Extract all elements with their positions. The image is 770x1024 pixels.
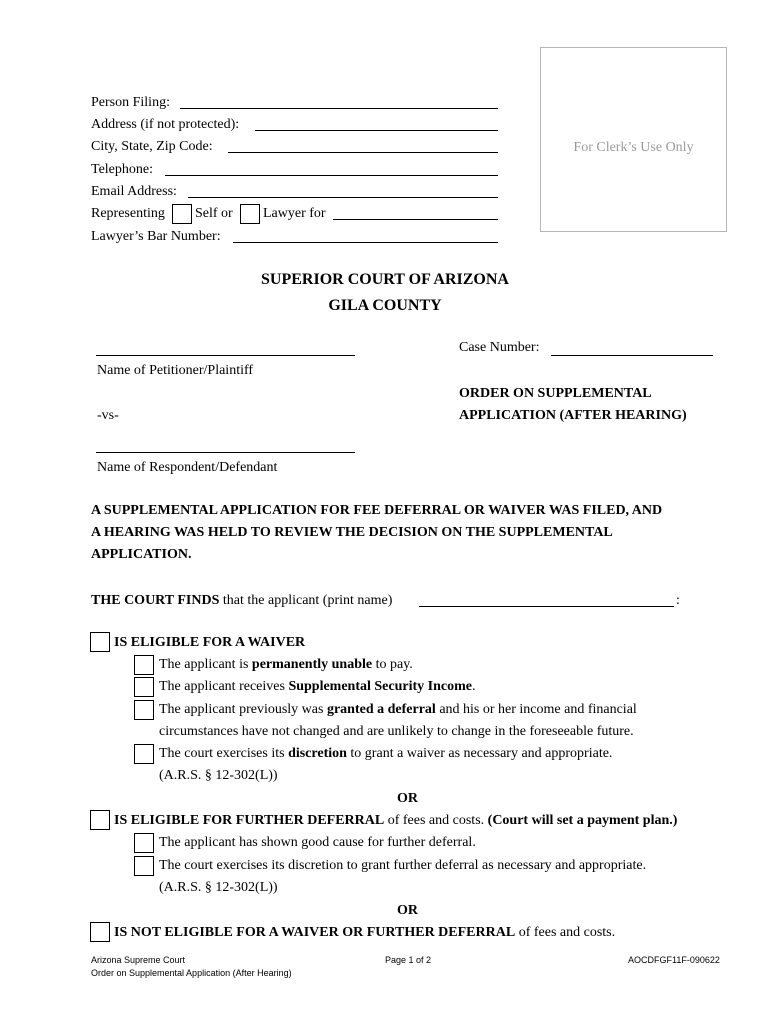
- waiver-option-1: [159, 655, 413, 675]
- address-row: [91, 115, 239, 135]
- telephone-row: [91, 160, 153, 180]
- opt3-bold: granted a deferral: [326, 702, 436, 717]
- case-number-field[interactable]: [551, 355, 713, 356]
- waiver-option-3: [159, 700, 637, 720]
- telephone-field[interactable]: [165, 175, 498, 176]
- bar-number-row: [91, 227, 221, 247]
- footer-code: AOCDFGF11F-090622: [628, 955, 720, 965]
- footer-page: Page 1 of 2: [385, 955, 432, 965]
- opt3-post: and his or her income and financial: [435, 702, 637, 717]
- person-filing-label: Person Filing:: [91, 95, 170, 110]
- deferral-heading-note: (Court will set a payment plan.): [487, 813, 678, 828]
- city-state-zip-label: City, State, Zip Code:: [91, 139, 213, 154]
- lawyer-checkbox[interactable]: [240, 204, 260, 224]
- discretion-deferral-checkbox[interactable]: [134, 856, 154, 876]
- permanently-unable-checkbox[interactable]: [134, 655, 154, 675]
- city-state-zip-field[interactable]: [228, 152, 498, 153]
- or-separator-2: OR: [397, 903, 418, 918]
- court-finds-rest: that the applicant (print name): [219, 593, 393, 608]
- opt2-post: .: [472, 679, 476, 694]
- email-label: Email Address:: [91, 184, 177, 199]
- order-title-line2: APPLICATION (AFTER HEARING): [459, 408, 687, 423]
- not-eligible-rest: of fees and costs.: [515, 925, 616, 940]
- respondent-field[interactable]: [96, 452, 355, 453]
- ssi-checkbox[interactable]: [134, 677, 154, 697]
- deferral-checkbox[interactable]: [90, 810, 110, 830]
- bar-number-label: Lawyer’s Bar Number:: [91, 229, 221, 244]
- footer-form-name: Order on Supplemental Application (After Hearing): [91, 968, 292, 978]
- opt1-bold: permanently unable: [251, 657, 373, 672]
- deferral-heading-rest: of fees and costs.: [384, 813, 488, 828]
- opt4-pre: The court exercises its: [159, 746, 289, 761]
- order-title-line1: ORDER ON SUPPLEMENTAL: [459, 386, 652, 401]
- court-finds-lead: THE COURT FINDS: [91, 593, 220, 608]
- lawyer-for-label: Lawyer for: [263, 206, 326, 221]
- bar-number-field[interactable]: [233, 242, 498, 243]
- lawyer-for-field[interactable]: [333, 219, 498, 220]
- petitioner-field[interactable]: [96, 355, 355, 356]
- applicant-name-field[interactable]: [419, 606, 674, 607]
- discretion-waiver-checkbox[interactable]: [134, 744, 154, 764]
- clerk-use-label: For Clerk’s Use Only: [573, 140, 694, 155]
- telephone-label: Telephone:: [91, 162, 153, 177]
- person-filing-row: [91, 93, 170, 113]
- court-name: SUPERIOR COURT OF ARIZONA: [261, 271, 509, 288]
- intro-line3: APPLICATION.: [91, 547, 192, 562]
- waiver-heading: IS ELIGIBLE FOR A WAIVER: [114, 635, 306, 650]
- vs-label: -vs-: [97, 408, 119, 423]
- or-separator-1: OR: [397, 791, 418, 806]
- not-eligible-bold: IS NOT ELIGIBLE FOR A WAIVER OR FURTHER DEFERRAL: [114, 925, 516, 940]
- email-field[interactable]: [188, 197, 498, 198]
- opt1-post: to pay.: [372, 657, 413, 672]
- waiver-option-4: [159, 744, 612, 764]
- prior-deferral-checkbox[interactable]: [134, 700, 154, 720]
- representing-label: Representing: [91, 206, 165, 221]
- not-eligible-heading: [114, 923, 615, 943]
- email-row: [91, 182, 177, 202]
- petitioner-label: Name of Petitioner/Plaintiff: [97, 363, 254, 378]
- opt4-bold: discretion: [288, 746, 347, 761]
- address-field[interactable]: [255, 130, 498, 131]
- waiver-option-3-line2: circumstances have not changed and are unlikely to change in the foreseeable future.: [159, 724, 634, 739]
- case-number-label: Case Number:: [459, 340, 540, 355]
- person-filing-field[interactable]: [180, 108, 498, 109]
- waiver-statute: (A.R.S. § 12-302(L)): [159, 768, 278, 783]
- opt1-pre: The applicant is: [159, 657, 252, 672]
- deferral-option-2: The court exercises its discretion to grant further deferral as necessary and appropriate.: [159, 858, 647, 873]
- court-county: GILA COUNTY: [328, 297, 442, 314]
- not-eligible-checkbox[interactable]: [90, 922, 110, 942]
- good-cause-checkbox[interactable]: [134, 833, 154, 853]
- clerk-use-box: [540, 47, 727, 232]
- opt4-post: to grant a waiver as necessary and appropriate.: [346, 746, 613, 761]
- deferral-statute: (A.R.S. § 12-302(L)): [159, 880, 278, 895]
- city-state-zip-row: [91, 137, 213, 157]
- opt2-bold: Supplemental Security Income: [288, 679, 472, 694]
- court-finds-text: [91, 591, 392, 611]
- opt3-pre: The applicant previously was: [159, 702, 327, 717]
- deferral-heading: [114, 811, 677, 831]
- intro-line1: A SUPPLEMENTAL APPLICATION FOR FEE DEFERRAL OR WAIVER WAS FILED, AND: [91, 503, 663, 518]
- deferral-option-1: The applicant has shown good cause for further deferral.: [159, 835, 476, 850]
- applicant-name-colon: :: [676, 593, 680, 608]
- deferral-heading-bold: IS ELIGIBLE FOR FURTHER DEFERRAL: [114, 813, 385, 828]
- address-label: Address (if not protected):: [91, 117, 240, 132]
- footer-org: Arizona Supreme Court: [91, 955, 186, 965]
- representing-row: [91, 204, 165, 224]
- self-or-label: Self or: [195, 206, 233, 221]
- waiver-checkbox[interactable]: [90, 632, 110, 652]
- waiver-option-2: [159, 677, 476, 697]
- opt2-pre: The applicant receives: [159, 679, 289, 694]
- self-checkbox[interactable]: [172, 204, 192, 224]
- intro-line2: A HEARING WAS HELD TO REVIEW THE DECISION ON THE SUPPLEMENTAL: [91, 525, 613, 540]
- respondent-label: Name of Respondent/Defendant: [97, 460, 278, 475]
